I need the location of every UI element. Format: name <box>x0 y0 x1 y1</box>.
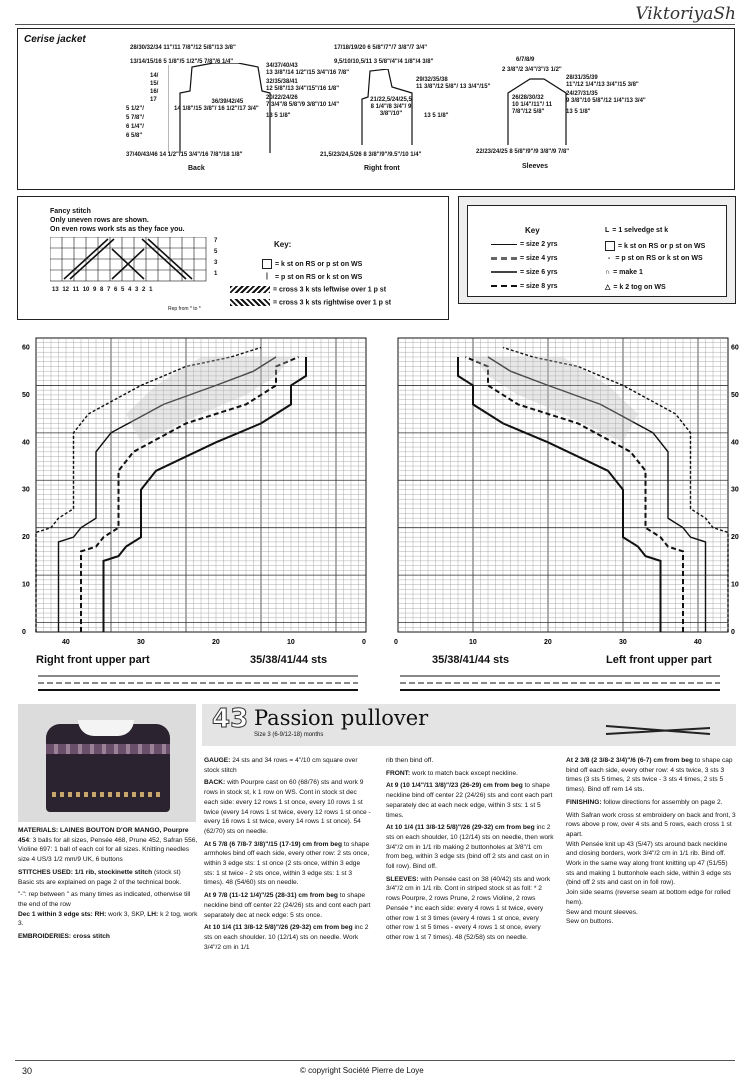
front-r2: 13 5 1/8" <box>424 113 449 119</box>
x-tick-label: 30 <box>619 639 627 646</box>
right-front-chart <box>18 330 378 660</box>
front-r1: 29/32/35/38 11 3/8"/12 5/8"/ 13 3/4"/15" <box>416 77 491 90</box>
fancy-repeat: Rep from * to * <box>168 306 201 312</box>
fancy-row-3: 3 <box>214 260 218 266</box>
x-tick-label: 40 <box>694 639 702 646</box>
back-row2: 13/14/15/16 5 1/8"/5 1/2"/5 7/8"/6 1/4" <box>130 59 234 65</box>
front-top: 17/18/19/20 6 5/8"/7"/7 3/8"/7 3/4" <box>334 45 428 51</box>
back-h3: 17 <box>150 97 157 103</box>
legend-title: Key <box>525 226 540 235</box>
y-tick-label: 10 <box>22 581 30 589</box>
y-tick-label: 20 <box>731 534 739 542</box>
bar-icon: | <box>262 272 272 282</box>
y-tick-label: 50 <box>731 391 739 399</box>
legend-size-2: = size 6 yrs <box>491 269 558 276</box>
back-i1: 5 7/8"/ <box>126 115 144 121</box>
back-r4: 13 5 1/8" <box>266 113 291 119</box>
front-bottom: 21,5/23/24,5/26 8 3/8"/9"/9.5"/10 1/4" <box>320 152 422 158</box>
left-front-xlabel: 35/38/41/44 sts <box>432 654 510 666</box>
y-tick-label: 60 <box>22 344 30 352</box>
y-tick-label: 0 <box>731 629 735 636</box>
fancy-key-3: = cross 3 k sts rightwise over 1 p st <box>230 299 391 306</box>
make-one-icon: ∩ <box>605 269 611 276</box>
fancy-col-nums: 13 12 11 10 9 8 7 6 5 4 3 2 1 <box>52 287 153 293</box>
square-icon <box>605 241 615 251</box>
front-mid: 21/22,5/24/25,5 8 1/4"/8 3/4"/ 9 3/8"/10" <box>370 97 412 117</box>
cross-right-icon <box>230 299 270 306</box>
x-tick-label: 0 <box>394 639 398 646</box>
fancy-stitch-grid <box>50 237 212 283</box>
fancy-line2: Only uneven rows are shown. <box>50 217 149 224</box>
back-i2: 6 1/4"/ <box>126 124 144 130</box>
k2tog-icon: △ <box>605 284 611 291</box>
sleeve-bottom: 22/23/24/25 8 5/8"/9"/9 3/8"/9 7/8" <box>476 149 570 155</box>
square-icon <box>262 259 272 269</box>
dash-icon: - <box>608 255 611 262</box>
legend-sym-2: - = p st on RS or k st on WS <box>608 255 703 262</box>
right-front-title: Right front upper part <box>36 654 150 666</box>
footer-rule <box>15 1060 735 1061</box>
front-row2: 9,5/10/10,5/11 3 5/8"/4"/4 1/8"/4 3/8" <box>334 59 434 65</box>
x-tick-label: 10 <box>469 639 477 646</box>
fancy-key-1: | = p st on RS or k st on WS <box>262 272 362 282</box>
y-tick-label: 40 <box>22 439 30 447</box>
sleeve-r3: 13 5 1/8" <box>566 109 591 115</box>
y-tick-label: 10 <box>731 581 739 589</box>
jacket-title: Cerise jacket <box>24 34 86 45</box>
needles-icon <box>604 720 714 740</box>
fancy-line3: On even rows work sts as they face you. <box>50 226 185 233</box>
cross-left-icon <box>230 286 270 293</box>
legend-size-1: = size 4 yrs <box>491 255 558 262</box>
text-col-2: GAUGE: 24 sts and 34 rows = 4"/10 cm square over stock stitch BACK: with Pourpre cast on 60 (68/76) sts and work 9 rows in stock st, k 1 row on WS. Cont in stock st dec each side: every 12 rows 1 st once, every 10 rows 1 st twice (every 14 rows 1 st twice, every 12 rows 1 st once - every 16 rows 1 st twice, every 14 rows 1 st once). 54 (62/70) sts on needle. At 5 7/8 (6 7/8-7 3/8)"/15 (17-19) cm from beg to shape armholes bind off each side, every other row: 2 sts once, within 3 edge sts: 1 st once (2 sts once, within 3 edge sts: 1 st twice - 2 sts once, within 3 edge sts: 1 st 3 times). 48 (54/60) sts on needle. At 9 7/8 (11-12 1/4)"/25 (28-31) cm from beg to shape neckline bind off center 22 (24/26) sts and cont each part separately dec at neck edge: 5 sts once. At 10 1/4 (11 3/8-12 5/8)"/26 (29-32) cm from beg inc 2 sts on each shoulder. 10 (12/14) sts on needle. Work 3/4"/2 cm in 1/1 <box>204 757 371 951</box>
back-top: 28/30/32/34 11"/11 7/8"/12 5/8"/13 3/8" <box>130 45 236 51</box>
back-h0: 14/ <box>150 73 159 79</box>
sleeve-top-sizes: 6/7/8/9 <box>516 57 535 63</box>
back-r3: 20/22/24/26 7 3/4"/8 5/8"/9 3/8"/10 1/4" <box>266 95 340 108</box>
left-front-title: Left front upper part <box>606 654 712 666</box>
pullover-number: 43 <box>212 704 249 734</box>
right-front-xlabel: 35/38/41/44 sts <box>250 654 328 666</box>
x-tick-label: 20 <box>212 639 220 646</box>
x-tick-label: 40 <box>62 639 70 646</box>
sleeve-r2: 24/27/31/35 9 3/8"/10 5/8"/12 1/4"/13 3/4" <box>566 91 646 104</box>
copyright: © copyright Société Pierre de Loye <box>300 1066 424 1075</box>
legend-sym-3: ∩ = make 1 <box>605 269 643 276</box>
fancy-key-2: = cross 3 k sts leftwise over 1 p st <box>230 286 386 293</box>
x-tick-label: 30 <box>137 639 145 646</box>
back-label: Back <box>188 165 205 172</box>
x-tick-label: 10 <box>287 639 295 646</box>
fancy-row-1: 1 <box>214 271 218 277</box>
fancy-key-title: Key: <box>274 240 292 249</box>
text-col-1: MATERIALS: LAINES BOUTON D'OR MANGO, Pourpre 454: 3 balls for all sizes, Pensée 468, Prune 452, Safran 556, Violine 697: 1 ball of each col for all sizes. Knitting needles size 4 US/3 1/2 mm/9 UK, 6 buttons STITCHES USED: 1/1 rib, stockinette stitch (stock st) Basic sts are explained on page 2 of the technical book. "-": rep between " as many times as indicated, otherwise till the end of the row Dec 1 within 3 edge sts: RH: work 3, SKP, LH: k 2 tog, work 3. EMBROIDERIES: cross stitch <box>18 827 198 941</box>
y-tick-label: 30 <box>22 486 30 494</box>
x-tick-label: 20 <box>544 639 552 646</box>
back-bottom: 37/40/43/46 14 1/2"/15 3/4"/16 7/8"/18 1/8" <box>126 152 243 158</box>
back-mid: 36/39/42/45 14 1/8"/15 3/8"/ 16 1/2"/17 3/4" <box>174 99 259 112</box>
y-tick-label: 60 <box>731 344 739 352</box>
pullover-photo <box>18 704 196 822</box>
header-rule <box>15 24 735 25</box>
back-h2: 16/ <box>150 89 159 95</box>
fancy-title: Fancy stitch <box>50 208 91 215</box>
legend-box <box>458 196 736 304</box>
sleeve-mid: 26/28/30/32 10 1/4"/11"/ 11 7/8"/12 5/8" <box>512 95 553 115</box>
legend-sym-1: = k st on RS or p st on WS <box>605 241 705 251</box>
fancy-stitch-box <box>17 196 449 320</box>
size-arrows <box>30 670 730 696</box>
fancy-key-0: = k st on RS or p st on WS <box>262 259 362 269</box>
fancy-row-7: 7 <box>214 238 218 244</box>
left-front-chart <box>380 330 740 660</box>
y-tick-label: 0 <box>22 629 26 636</box>
legend-size-3: = size 8 yrs <box>491 283 558 290</box>
back-r2: 32/35/38/41 12 5/8"/13 3/4"/15"/16 1/8" <box>266 79 340 92</box>
legend-size-0: = size 2 yrs <box>491 241 558 248</box>
legend-sym-0: L = 1 selvedge st k <box>605 227 669 234</box>
back-r1: 34/37/40/43 13 3/8"/14 1/2"/15 3/4"/16 7/8" <box>266 63 350 76</box>
sleeve-r1: 28/31/35/39 11"/12 1/4"/13 3/4"/15 3/8" <box>566 75 639 88</box>
brand-logo: ViktoriyaSh <box>635 4 736 24</box>
y-tick-label: 30 <box>731 486 739 494</box>
fancy-row-5: 5 <box>214 249 218 255</box>
selvedge-icon: L <box>605 227 610 234</box>
pullover-size: Size 3 (6-9/12-18) months <box>254 732 324 738</box>
sleeve-top-text: 2 3/8"/2 3/4"/3"/3 1/2" <box>502 67 562 73</box>
front-label: Right front <box>364 165 400 172</box>
y-tick-label: 40 <box>731 439 739 447</box>
back-i0: 5 1/2"/ <box>126 106 144 112</box>
schematics-box <box>17 28 735 190</box>
text-col-3: rib then bind off. FRONT: work to match back except neckline. At 9 (10 1/4"/11 3/8)"/23 (26-29) cm from beg to shape neckline bind off center 22 (24/26) sts and cont each part separately dec at each neck edge, within 3 sts: 1 st 5 times. At 10 1/4 (11 3/8-12 5/8)"/26 (29-32) cm from beg inc 2 sts on each shoulder, 10 (12/14) sts on needle, then work 3/4"/2 cm in 1/1 rib making 2 buttonholes at 3/8"/1 cm from beg, within 3 edge sts (bind off 2 sts and cast on in foll row). Bind off. SLEEVES: with Pensée cast on 38 (40/42) sts and work 3/4"/2 cm in 1/1 rib. Cont in striped stock st as foll: * 2 rows Pourpre, 2 rows Prune, 2 rows Violine, 2 rows Pensée * inc each side: every 4 rows 1 st twice, every other row 1 st 3 times (every 4 rows 1 st once, every other row 1 st 5 times - every 4 rows 1 st once, every other row 1 st 7 times). 48 (52/58) sts on needle. <box>386 757 554 941</box>
x-tick-label: 0 <box>362 639 366 646</box>
legend-sym-4: △ = k 2 tog on WS <box>605 284 666 291</box>
back-i3: 6 5/8" <box>126 133 143 139</box>
back-h1: 15/ <box>150 81 159 87</box>
y-tick-label: 50 <box>22 391 30 399</box>
page-number: 30 <box>22 1066 33 1076</box>
pullover-title: Passion pullover <box>254 706 429 730</box>
sleeve-label: Sleeves <box>522 163 549 170</box>
y-tick-label: 20 <box>22 534 30 542</box>
text-col-4: At 2 3/8 (2 3/8-2 3/4)"/6 (6-7) cm from beg to shape cap bind off each side, every other row: 4 sts twice, 3 sts 3 times (3 sts 5 times, 2 sts twice - 3 sts 4 times, 2 sts 5 times). Bind off rem 14 sts. FINISHING: follow directions for assembly on page 2. With Safran work cross st embroidery on back and front, 3 rows above p row, over 4 sts and 5 rows, each cross 1 st apart. With Pensée knit up 43 (5/47) sts around back neckline and closing borders, work 3/4"/2 cm in 1/1 rib. Bind off. Work in the same way along front knitting up 47 (51/55) sts and making 1 buttonhole each side, within 3 edge sts (bind off 2 sts and cast on in foll row). Join side seams (reverse seam at bottom edge for rolled hem). Sew and mount sleeves. Sew on buttons. <box>566 757 736 926</box>
